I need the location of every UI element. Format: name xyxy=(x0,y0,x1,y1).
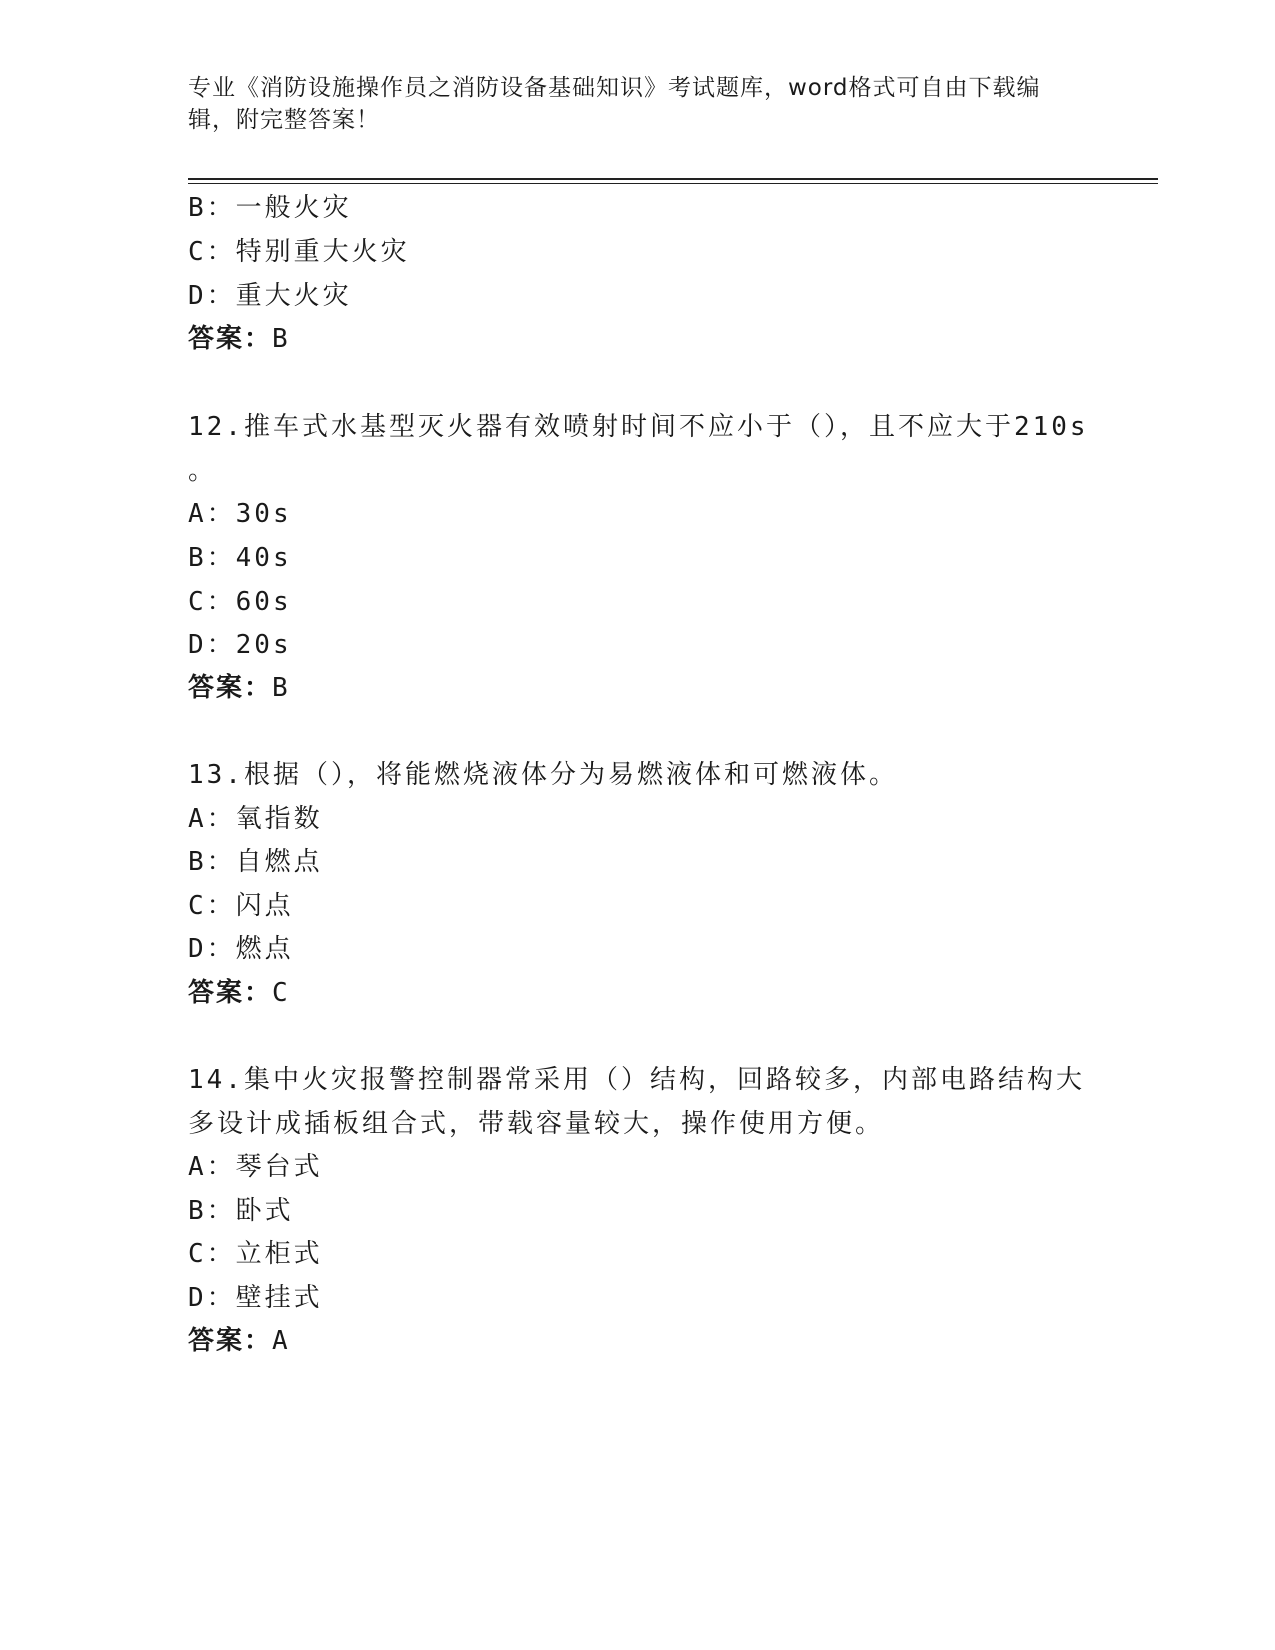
q13-option-c xyxy=(188,889,294,923)
option-label: D： xyxy=(188,630,236,660)
q14-option-a xyxy=(188,1150,323,1184)
option-text: 20s xyxy=(235,630,292,660)
q12-option-d xyxy=(188,628,292,662)
q13-option-b xyxy=(188,845,323,879)
option-text: 重大火灾 xyxy=(235,281,352,311)
q13-option-a xyxy=(188,802,323,836)
option-label: C： xyxy=(188,891,236,921)
option-text: 燃点 xyxy=(235,934,294,964)
header-line-1: 专业《消防设施操作员之消防设备基础知识》考试题库，word格式可自由下载编 xyxy=(188,75,1041,101)
header-divider-thin xyxy=(188,183,1158,184)
answer-value: A xyxy=(272,1326,288,1356)
q14-answer xyxy=(188,1324,288,1358)
option-text: 一般火灾 xyxy=(235,193,352,223)
answer-value: B xyxy=(272,324,288,354)
q12-option-b xyxy=(188,541,292,575)
header-line-2: 辑，附完整答案！ xyxy=(188,107,380,133)
q12-stem-line-1: 12.推车式水基型灭火器有效喷射时间不应小于（），且不应大于210s xyxy=(188,412,1089,442)
option-label: B： xyxy=(188,543,236,573)
q12-stem-line-2: 。 xyxy=(188,456,218,486)
option-text: 60s xyxy=(235,587,292,617)
q14-option-c xyxy=(188,1237,323,1271)
q11-option-d xyxy=(188,279,352,313)
q11-option-b xyxy=(188,191,352,225)
option-text: 氧指数 xyxy=(235,804,323,834)
option-label: C： xyxy=(188,1239,236,1269)
q12-answer xyxy=(188,671,288,705)
option-label: D： xyxy=(188,1283,236,1313)
option-label: A： xyxy=(188,1152,236,1182)
q13-answer xyxy=(188,976,288,1010)
q13-stem-line-1: 13.根据（），将能燃烧液体分为易燃液体和可燃液体。 xyxy=(188,760,898,790)
q11-option-c xyxy=(188,235,410,269)
q12-option-a xyxy=(188,497,292,531)
q14-option-b xyxy=(188,1194,294,1228)
option-label: B： xyxy=(188,193,236,223)
document-header xyxy=(188,72,1088,136)
answer-label: 答案： xyxy=(188,673,273,703)
option-label: A： xyxy=(188,804,236,834)
q14-stem-line-2: 多设计成插板组合式，带载容量较大，操作使用方便。 xyxy=(188,1109,885,1139)
answer-label: 答案： xyxy=(188,978,273,1008)
option-text: 卧式 xyxy=(235,1196,294,1226)
option-text: 琴台式 xyxy=(235,1152,323,1182)
option-text: 自燃点 xyxy=(235,847,323,877)
option-label: A： xyxy=(188,499,236,529)
q14-option-d xyxy=(188,1281,323,1315)
q12-option-c xyxy=(188,585,292,619)
option-text: 壁挂式 xyxy=(235,1283,323,1313)
q11-answer xyxy=(188,322,288,356)
q14-stem-line-1: 14.集中火灾报警控制器常采用（）结构，回路较多，内部电路结构大 xyxy=(188,1065,1085,1095)
answer-label: 答案： xyxy=(188,324,273,354)
option-label: D： xyxy=(188,934,236,964)
option-label: D： xyxy=(188,281,236,311)
option-label: C： xyxy=(188,587,236,617)
option-text: 闪点 xyxy=(235,891,294,921)
q13-option-d xyxy=(188,932,294,966)
answer-label: 答案： xyxy=(188,1326,273,1356)
option-text: 40s xyxy=(235,543,292,573)
option-label: B： xyxy=(188,847,236,877)
option-label: B： xyxy=(188,1196,236,1226)
header-divider-thick xyxy=(188,178,1158,180)
answer-value: C xyxy=(272,978,288,1008)
option-text: 特别重大火灾 xyxy=(235,237,410,267)
option-text: 立柜式 xyxy=(235,1239,323,1269)
option-text: 30s xyxy=(235,499,292,529)
option-label: C： xyxy=(188,237,236,267)
answer-value: B xyxy=(272,673,288,703)
